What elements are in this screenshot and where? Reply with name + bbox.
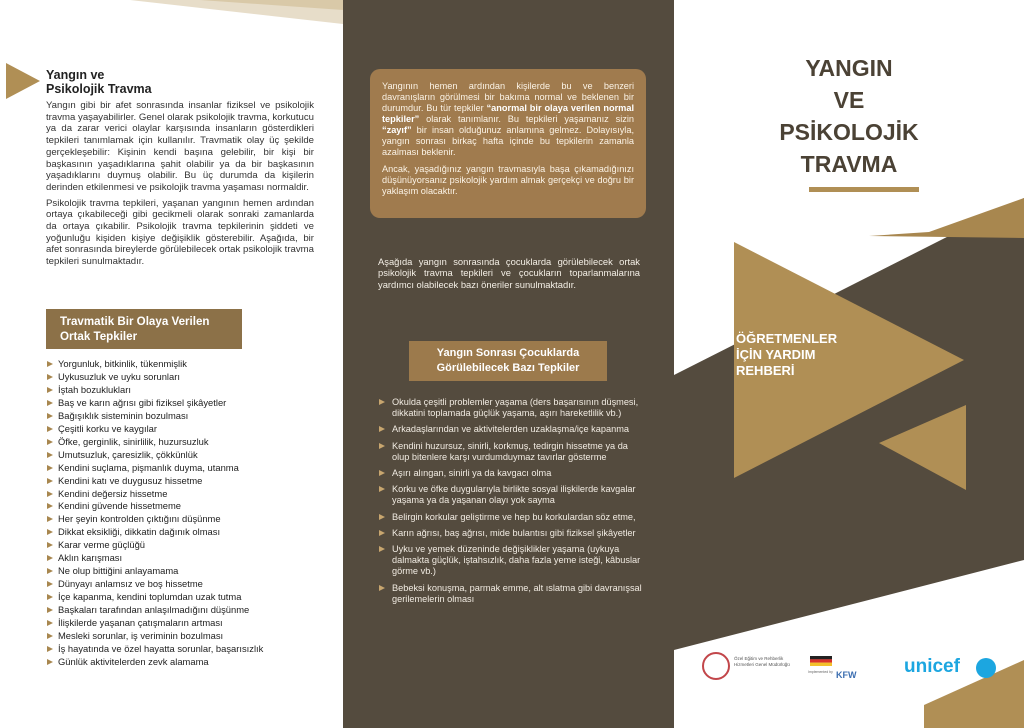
note-paragraph: [382, 81, 634, 158]
list-item: Kendini katı ve duygusuz hissetme: [46, 475, 336, 488]
list-item: Öfke, gerginlik, sinirlilik, huzursuzluk: [46, 436, 336, 449]
list-item: Belirgin korkular geliştirme ve hep bu korkulardan söz etme,: [378, 512, 646, 523]
list-item: Dikkat eksikliği, dikkatin dağınık olması: [46, 526, 336, 539]
note-text: bir insan olduğunuz anlamına gelmez. Dolayısıyla, yangın sonrası birkaç hafta içinde bu tepkilerin zamanla azalması beklenir.: [382, 125, 634, 157]
list-item: Karın ağrısı, baş ağrısı, mide bulantısı gibi fiziksel şikâyetler: [378, 528, 646, 539]
list-item: Aşırı alıngan, sinirli ya da kavgacı olma: [378, 468, 646, 479]
list-item: Uyku ve yemek düzeninde değişiklikler yaşama (uykuya dalmakta güçlük, iştahsızlık, daha fazla yeme isteği, kâbuslar görme vb.): [378, 544, 646, 577]
list-item: Baş ve karın ağrısı gibi fiziksel şikâyetler: [46, 397, 336, 410]
heading-marker-triangle: [6, 63, 40, 99]
subtitle-line: ÖĞRETMENLER: [736, 331, 838, 346]
list-item: Karar verme güçlüğü: [46, 539, 336, 552]
common-reactions-list: [46, 358, 336, 669]
subtitle-line: İÇİN YARDIM: [736, 347, 816, 362]
title-line: YANGIN: [805, 55, 893, 81]
list-item: İş hayatında ve özel hayatta sorunlar, başarısızlık: [46, 643, 336, 656]
note-text: olarak tanımlanır. Bu tepkileri yaşamanız sizin: [419, 114, 634, 124]
list-item: Her şeyin kontrolden çıktığını düşünme: [46, 513, 336, 526]
list-item: Kendini değersiz hissetme: [46, 488, 336, 501]
cover-panel: [674, 0, 1024, 728]
list-item: İlişkilerde yaşanan çatışmaların artması: [46, 617, 336, 630]
list-item: İştah bozuklukları: [46, 384, 336, 397]
list-item: Korku ve öfke duygularıyla birlikte sosyal ilişkilerde kavgalar yaşama ya da yaşanan olayı yok sayma: [378, 484, 646, 506]
intro-text: [46, 100, 314, 272]
partner-logos: [688, 650, 1008, 690]
list-item: İçe kapanma, kendini toplumdan uzak tutma: [46, 591, 336, 604]
list-item: Bağışıklık sisteminin bozulması: [46, 410, 336, 423]
meb-logo-text: Özel Eğitim ve Rehberlik Hizmetleri Genel Müdürlüğü: [734, 656, 790, 667]
top-decoration: [0, 0, 343, 60]
list-item: Kendini huzursuz, sinirli, korkmuş, tedirgin hissetme ya da olup bitenlere karşı vurdumduymaz tavırlar gösterme: [378, 441, 646, 463]
list-item: Arkadaşlarından ve aktivitelerden uzaklaşma/içe kapanma: [378, 424, 646, 435]
list-item: Okulda çeşitli problemler yaşama (ders başarısının düşmesi, dikkatini toplamada güçlük yaşama, aşırı hareketlilik vb.): [378, 397, 646, 419]
note-emphasis: “zayıf”: [382, 125, 412, 135]
list-item: Umutsuzluk, çaresizlik, çökkünlük: [46, 449, 336, 462]
title-line: PSİKOLOJİK: [779, 119, 919, 145]
common-reactions-title-box: Travmatik Bir Olaya Verilen Ortak Tepkiler: [46, 309, 242, 349]
children-reactions-title-box: Yangın Sonrası Çocuklarda Görülebilecek Bazı Tepkiler: [409, 341, 607, 381]
children-reactions-list: [378, 397, 646, 610]
paragraph: Psikolojik travma tepkileri, yaşanan yangının hemen ardından ortaya çıkabileceği gibi gecikmeli olarak sonraki zamanlarda da ortaya çıkabilir. Psikolojik travma tepkilerinin şiddeti ve yoğunluğu kişiden kişiye değişiklik gösterebilir. Aşağıda, bir afet sonrasında bireylerde görülebilecek ortak psikolojik travma tepkileri sunulmaktadır.: [46, 197, 314, 268]
list-item: Uykusuzluk ve uyku sorunları: [46, 371, 336, 384]
paragraph: Yangın gibi bir afet sonrasında insanlar fiziksel ve psikolojik travma yaşayabilirler. Genel olarak psikolojik travma, korkutucu ya da zarar verici olaylar karşısında insanların gösterdikleri tepkileri tanımlamak için kullanılır. Travmatik olay üç şekilde gerçekleşebilir: Kişinin kendi başına gelebilir, bir kişi bir başkasının yaşadıklarına şahit olabilir ya da bir başkasının yaşadıklarını duymuş olabilir. Bu üç durumda da kişilerin derinden etkilenmesi ve psikolojik travma yaşaması normaldir.: [46, 100, 314, 193]
note-paragraph: Ancak, yaşadığınız yangın travmasıyla başa çıkamadığınızı düşünüyorsanız psikolojik yardım almak gerçekçi ve doğru bir yaklaşım olacaktır.: [382, 164, 634, 196]
implemented-by-text: Implemented by: [808, 670, 833, 674]
children-intro-text: Aşağıda yangın sonrasında çocuklarda görülebilecek ortak psikolojik travma tepkileri ve çocukların toparlanmalarına yardımcı olabilecek bazı öneriler sunulmaktadır.: [378, 256, 640, 290]
subtitle-line: REHBERİ: [736, 363, 795, 378]
list-item: Aklın karışması: [46, 552, 336, 565]
note-text: Yangının hemen ardından kişilerde bu ve benzeri davranışların görülmesi bir bakıma normal ve beklenen bir durumdur. Bu tür tepkiler: [382, 81, 634, 113]
list-item: Kendini suçlama, pişmanlık duyma, utanma: [46, 462, 336, 475]
meb-seal-icon: [702, 652, 730, 680]
cover-subtitle: [736, 331, 906, 379]
list-item: Çeşitli korku ve kaygılar: [46, 423, 336, 436]
title-line: VE: [833, 87, 865, 113]
section-heading: Yangın ve Psikolojik Travma: [46, 68, 152, 96]
unicef-globe-icon: [976, 658, 996, 678]
list-item: Başkaları tarafından anlaşılmadığını düşünme: [46, 604, 336, 617]
list-item: Mesleki sorunlar, iş veriminin bozulması: [46, 630, 336, 643]
note-emphasis: “anormal bir olaya verilen normal tepkiler”: [382, 103, 634, 124]
unicef-logo-text: unicef: [904, 656, 960, 677]
german-flag-icon: [810, 656, 832, 666]
list-item: Ne olup bittiğini anlayamama: [46, 565, 336, 578]
kfw-logo-text: KFW: [836, 670, 857, 680]
middle-panel: [343, 0, 674, 728]
list-item: Yorgunluk, bitkinlik, tükenmişlik: [46, 358, 336, 371]
title-line: TRAVMA: [800, 151, 898, 177]
normal-reactions-note: [370, 69, 646, 218]
list-item: Kendini güvende hissetmeme: [46, 500, 336, 513]
list-item: Günlük aktivitelerden zevk alamama: [46, 656, 336, 669]
list-item: Bebeksi konuşma, parmak emme, alt ıslatma gibi davranışsal gerilemelerin olması: [378, 583, 646, 605]
meb-logo: [702, 652, 798, 686]
list-item: Dünyayı anlamsız ve boş hissetme: [46, 578, 336, 591]
germany-kfw-logo: [806, 654, 862, 686]
left-panel: [0, 0, 343, 728]
